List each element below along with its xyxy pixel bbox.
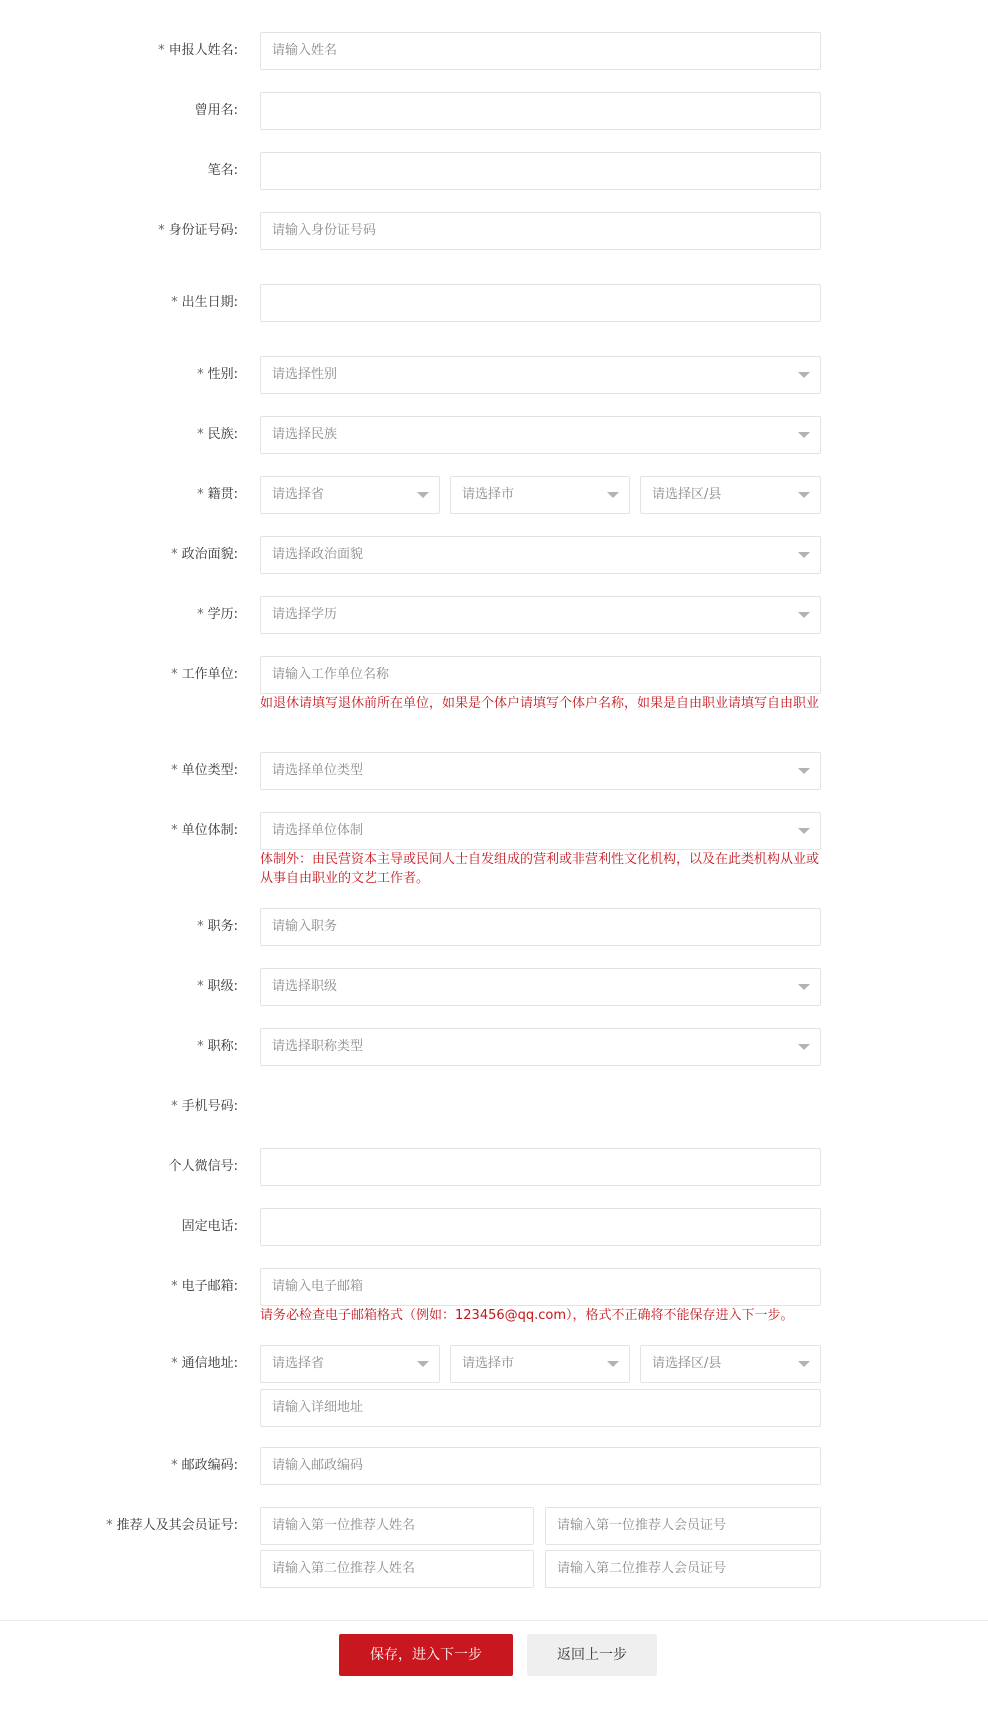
- work-unit-hint: 如退休请填写退休前所在单位，如果是个体户请填写个体户名称，如果是自由职业请填写自由职业: [260, 696, 820, 711]
- pen-name-input[interactable]: [260, 152, 821, 190]
- chevron-down-icon: [798, 828, 810, 834]
- work-unit-input[interactable]: 请输入工作单位名称: [260, 656, 821, 694]
- applicant-name-label: * 申报人姓名:: [158, 43, 238, 58]
- back-button[interactable]: 返回上一步: [527, 1634, 657, 1676]
- rank-label: * 职级:: [197, 979, 238, 994]
- chevron-down-icon: [798, 612, 810, 618]
- id-number-label: * 身份证号码:: [158, 223, 238, 238]
- unit-system-select[interactable]: 请选择单位体制: [260, 812, 821, 850]
- email-hint: 请务必检查电子邮箱格式（例如：123456@qq.com），格式不正确将不能保存进入下一步。: [260, 1308, 794, 1323]
- birth-date-input[interactable]: [260, 284, 821, 322]
- required-mark: *: [106, 1518, 113, 1533]
- second-recommender-id-input[interactable]: 请输入第二位推荐人会员证号: [545, 1550, 821, 1588]
- recommenders-label: * 推荐人及其会员证号:: [106, 1518, 238, 1533]
- mail-district-select[interactable]: 请选择区/县: [640, 1345, 821, 1383]
- chevron-down-icon: [798, 492, 810, 498]
- title-select[interactable]: 请选择职称类型: [260, 1028, 821, 1066]
- chevron-down-icon: [798, 432, 810, 438]
- landline-label: 固定电话:: [181, 1219, 238, 1234]
- chevron-down-icon: [798, 1361, 810, 1367]
- mail-detail-address-input[interactable]: 请输入详细地址: [260, 1389, 821, 1427]
- required-mark: *: [171, 1279, 178, 1294]
- required-mark: *: [171, 1458, 178, 1473]
- chevron-down-icon: [798, 372, 810, 378]
- chevron-down-icon: [417, 492, 429, 498]
- wechat-label: 个人微信号:: [168, 1159, 238, 1174]
- native-city-select[interactable]: 请选择市: [450, 476, 630, 514]
- unit-system-label: * 单位体制:: [171, 823, 238, 838]
- postal-code-input[interactable]: 请输入邮政编码: [260, 1447, 821, 1485]
- required-mark: *: [197, 919, 204, 934]
- required-mark: *: [197, 1039, 204, 1054]
- required-mark: *: [171, 1099, 178, 1114]
- unit-type-select[interactable]: 请选择单位类型: [260, 752, 821, 790]
- mail-address-label: * 通信地址:: [171, 1356, 238, 1371]
- email-label: * 电子邮箱:: [171, 1279, 238, 1294]
- required-mark: *: [171, 763, 178, 778]
- wechat-input[interactable]: [260, 1148, 821, 1186]
- postal-code-label: * 邮政编码:: [171, 1458, 238, 1473]
- political-status-select[interactable]: 请选择政治面貌: [260, 536, 821, 574]
- chevron-down-icon: [417, 1361, 429, 1367]
- native-place-label: * 籍贯:: [197, 487, 238, 502]
- mail-city-select[interactable]: 请选择市: [450, 1345, 630, 1383]
- required-mark: *: [158, 223, 165, 238]
- required-mark: *: [197, 367, 204, 382]
- native-province-select[interactable]: 请选择省: [260, 476, 440, 514]
- save-next-button[interactable]: 保存，进入下一步: [339, 1634, 513, 1676]
- former-name-label: 曾用名:: [194, 103, 238, 118]
- education-label: * 学历:: [197, 607, 238, 622]
- required-mark: *: [197, 607, 204, 622]
- position-input[interactable]: 请输入职务: [260, 908, 821, 946]
- chevron-down-icon: [798, 552, 810, 558]
- required-mark: *: [171, 547, 178, 562]
- title-label: * 职称:: [197, 1039, 238, 1054]
- required-mark: *: [197, 487, 204, 502]
- ethnicity-label: * 民族:: [197, 427, 238, 442]
- rank-select[interactable]: 请选择职级: [260, 968, 821, 1006]
- second-recommender-name-input[interactable]: 请输入第二位推荐人姓名: [260, 1550, 534, 1588]
- chevron-down-icon: [607, 492, 619, 498]
- required-mark: *: [197, 979, 204, 994]
- required-mark: *: [171, 295, 178, 310]
- required-mark: *: [171, 1356, 178, 1371]
- former-name-input[interactable]: [260, 92, 821, 130]
- chevron-down-icon: [798, 984, 810, 990]
- required-mark: *: [171, 823, 178, 838]
- work-unit-label: * 工作单位:: [171, 667, 238, 682]
- ethnicity-select[interactable]: 请选择民族: [260, 416, 821, 454]
- email-input[interactable]: 请输入电子邮箱: [260, 1268, 821, 1306]
- first-recommender-id-input[interactable]: 请输入第一位推荐人会员证号: [545, 1507, 821, 1545]
- chevron-down-icon: [798, 1044, 810, 1050]
- gender-select[interactable]: 请选择性别: [260, 356, 821, 394]
- pen-name-label: 笔名:: [207, 163, 238, 178]
- first-recommender-name-input[interactable]: 请输入第一位推荐人姓名: [260, 1507, 534, 1545]
- required-mark: *: [171, 667, 178, 682]
- landline-input[interactable]: [260, 1208, 821, 1246]
- education-select[interactable]: 请选择学历: [260, 596, 821, 634]
- footer-divider: [0, 1620, 988, 1621]
- unit-system-hint: 体制外：由民营资本主导或民间人士自发组成的营利或非营利性文化机构，以及在此类机构从业或从事自由职业的文艺工作者。: [260, 852, 820, 886]
- unit-type-label: * 单位类型:: [171, 763, 238, 778]
- applicant-name-input[interactable]: 请输入姓名: [260, 32, 821, 70]
- mail-province-select[interactable]: 请选择省: [260, 1345, 440, 1383]
- birth-date-label: * 出生日期:: [171, 295, 238, 310]
- mobile-label: * 手机号码:: [171, 1099, 238, 1114]
- chevron-down-icon: [798, 768, 810, 774]
- position-label: * 职务:: [197, 919, 238, 934]
- gender-label: * 性别:: [197, 367, 238, 382]
- required-mark: *: [158, 43, 165, 58]
- chevron-down-icon: [607, 1361, 619, 1367]
- native-district-select[interactable]: 请选择区/县: [640, 476, 821, 514]
- id-number-input[interactable]: 请输入身份证号码: [260, 212, 821, 250]
- required-mark: *: [197, 427, 204, 442]
- political-status-label: * 政治面貌:: [171, 547, 238, 562]
